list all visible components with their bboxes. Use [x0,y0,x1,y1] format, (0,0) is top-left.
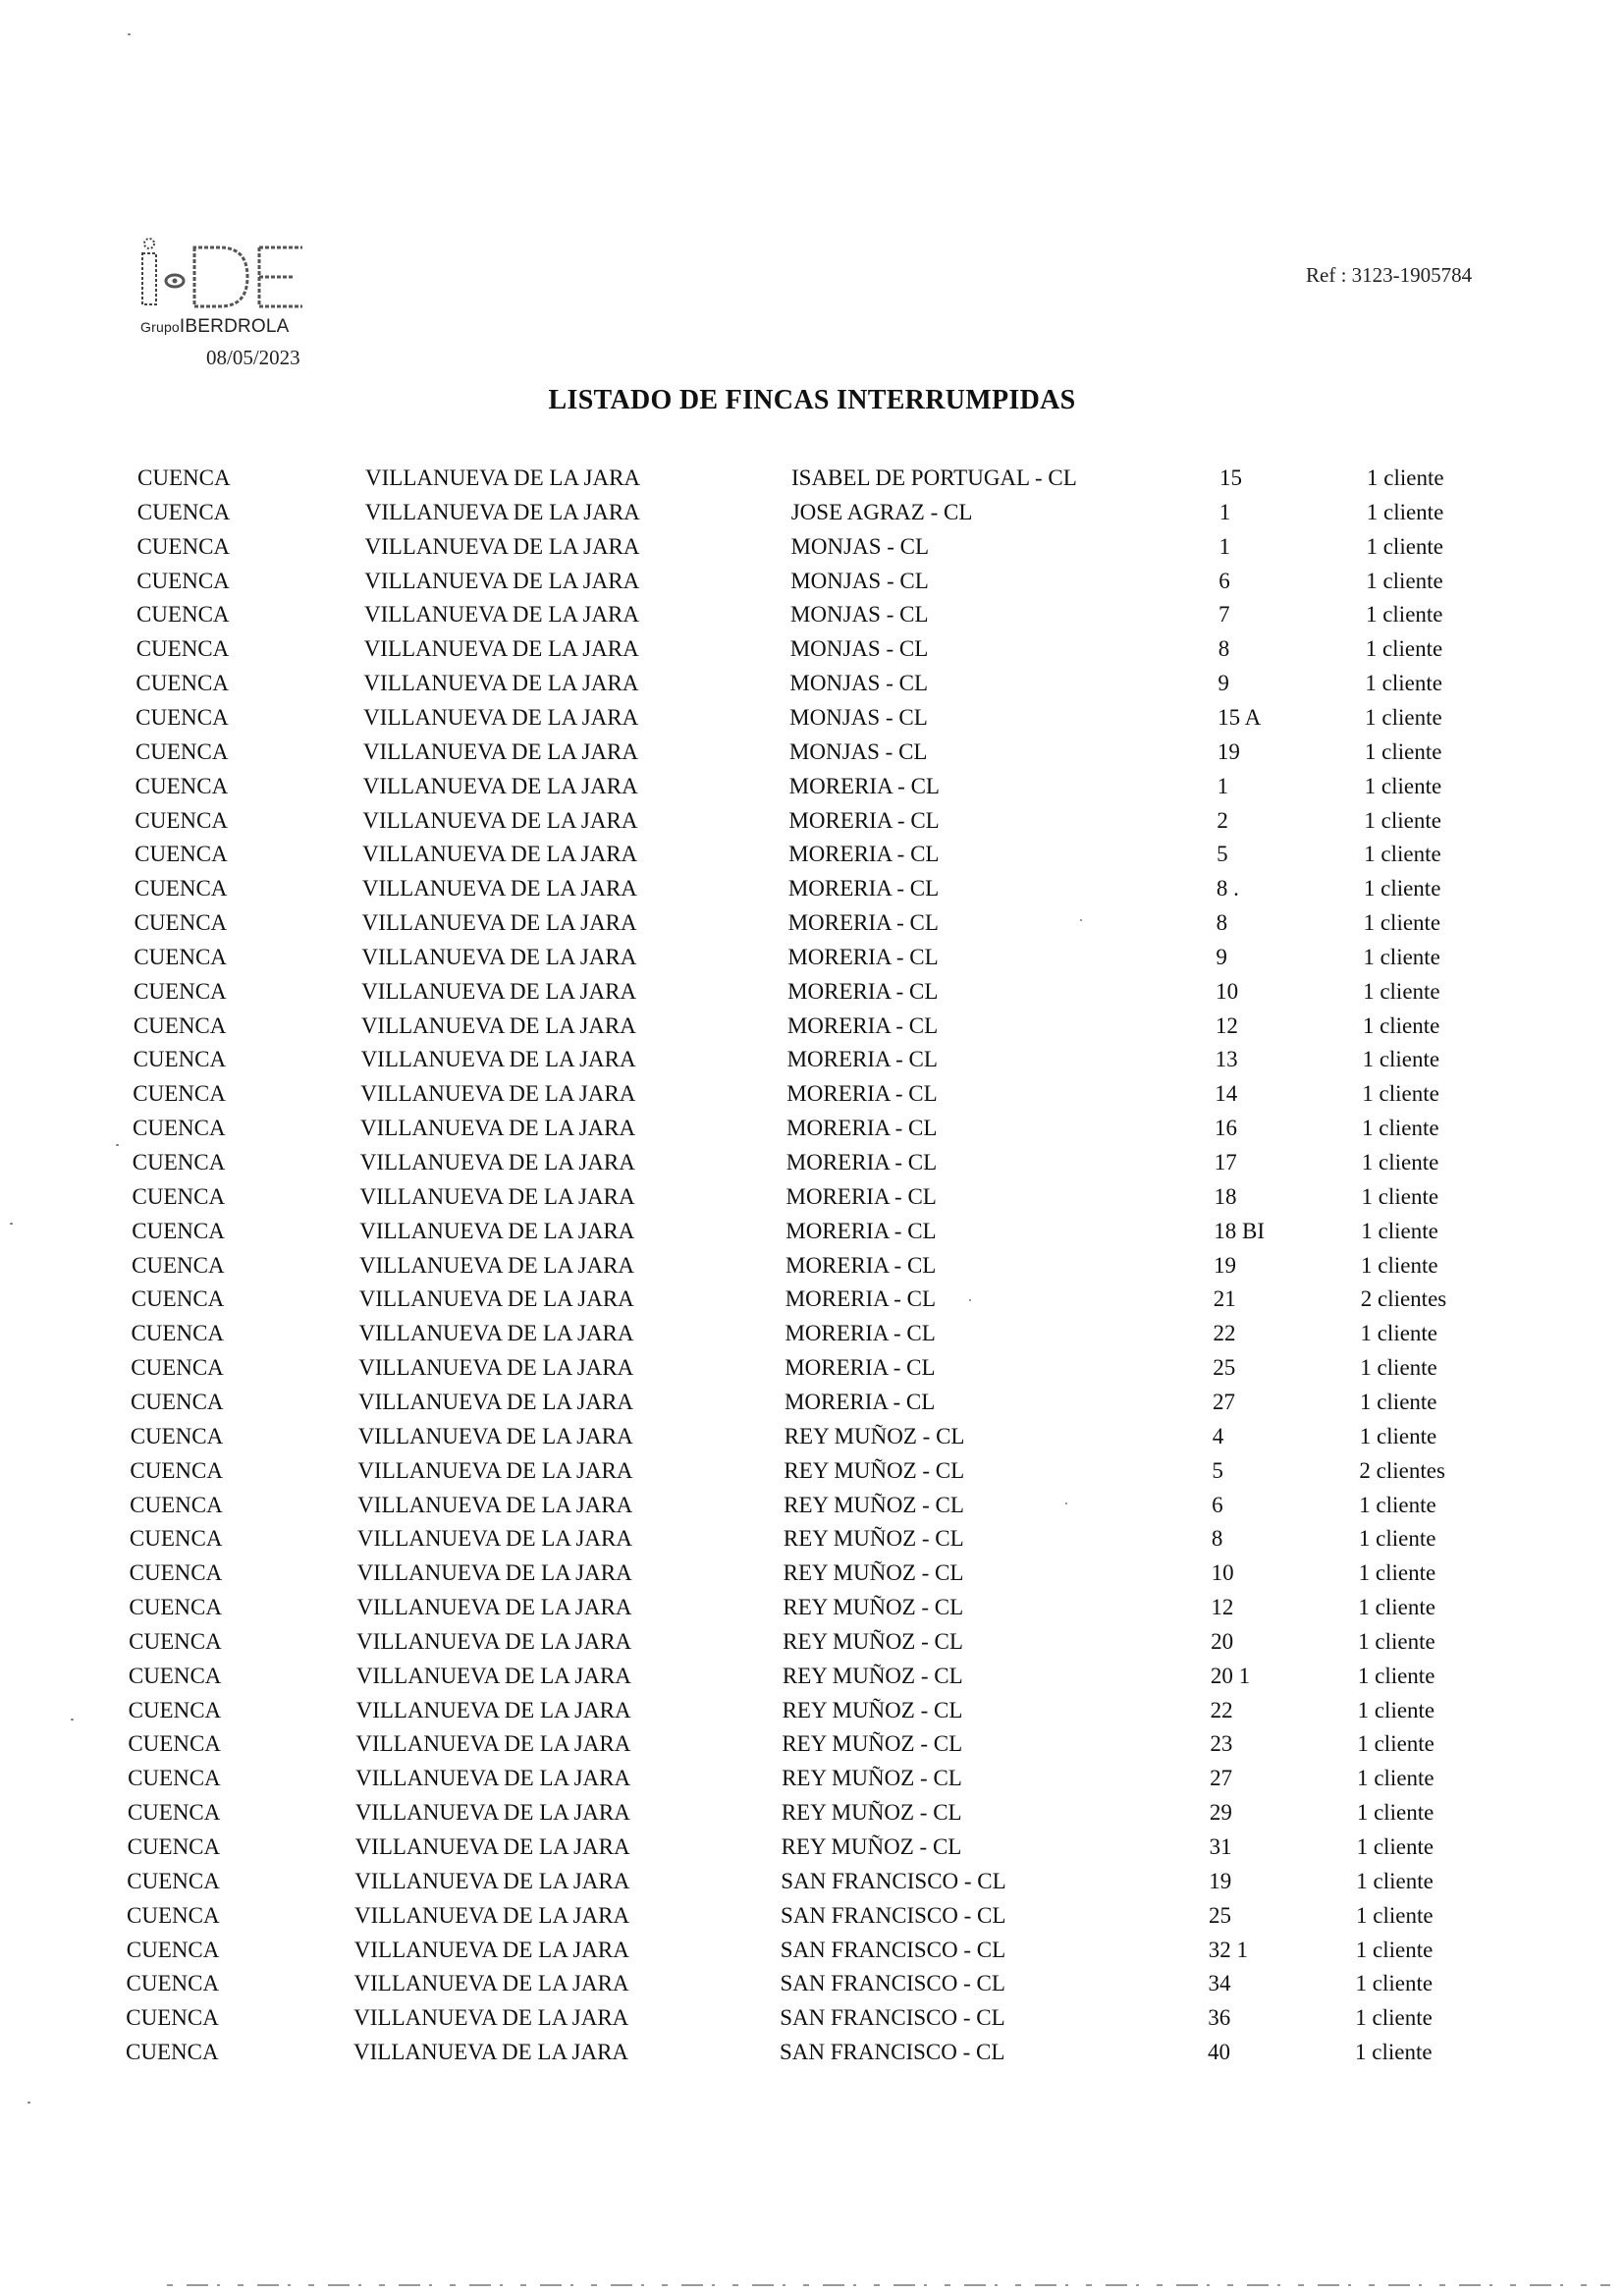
province-cell: CUENCA [135,842,228,867]
clients-cell: 1 cliente [1365,704,1442,730]
town-cell: VILLANUEVA DE LA JARA [359,1150,635,1175]
finca-row [137,462,1624,495]
number-cell: 1 [1217,773,1229,798]
street-cell: SAN FRANCISCO - CL [781,1868,1006,1893]
town-cell: VILLANUEVA DE LA JARA [353,1971,629,1996]
street-cell: MORERIA - CL [787,876,940,902]
street-cell: REY MUÑOZ - CL [781,1800,962,1826]
number-cell: 10 [1216,978,1239,1004]
street-cell: MORERIA - CL [785,1321,936,1346]
street-cell: MONJAS - CL [789,636,929,662]
street-cell: MORERIA - CL [787,978,939,1004]
province-cell: CUENCA [129,1628,222,1654]
province-cell: CUENCA [134,944,227,969]
finca-row [129,1660,1624,1693]
town-cell: VILLANUEVA DE LA JARA [365,465,641,490]
street-cell: REY MUÑOZ - CL [782,1766,962,1791]
town-cell: VILLANUEVA DE LA JARA [363,602,639,628]
street-cell: REY MUÑOZ - CL [783,1560,964,1586]
number-cell: 10 [1211,1560,1234,1586]
number-cell: 13 [1215,1047,1238,1072]
clients-cell: 1 cliente [1367,465,1444,490]
street-cell: SAN FRANCISCO - CL [781,1902,1006,1928]
number-cell: 2 [1217,807,1228,833]
clients-cell: 1 cliente [1355,1937,1434,1962]
town-cell: VILLANUEVA DE LA JARA [354,1868,630,1893]
province-cell: CUENCA [128,1697,222,1722]
province-cell: CUENCA [131,1286,225,1312]
finca-row [134,975,1624,1009]
province-cell: CUENCA [134,910,228,936]
number-cell: 40 [1208,2040,1230,2065]
clients-cell: 1 cliente [1360,1321,1438,1346]
number-cell: 25 [1213,1355,1236,1381]
street-cell: MORERIA - CL [788,807,940,833]
finca-row [137,496,1624,529]
finca-row [133,1112,1624,1145]
province-cell: CUENCA [130,1492,223,1517]
number-cell: 21 [1213,1286,1236,1312]
province-cell: CUENCA [132,1218,225,1243]
clients-cell: 1 cliente [1364,842,1441,867]
province-cell: CUENCA [130,1389,224,1414]
province-cell: CUENCA [127,1834,221,1859]
town-cell: VILLANUEVA DE LA JARA [364,499,640,524]
document-date: 08/05/2023 [206,346,300,369]
number-cell: 8 [1218,636,1230,662]
number-cell: 23 [1210,1731,1233,1757]
number-cell: 18 BI [1214,1218,1265,1243]
province-cell: CUENCA [135,773,229,798]
finca-row [127,1934,1624,1967]
finca-row [136,598,1624,631]
street-cell: MONJAS - CL [788,738,928,764]
street-cell: MORERIA - CL [788,773,940,798]
number-cell: 20 [1211,1628,1234,1654]
finca-row [127,1967,1624,2000]
clients-cell: 1 cliente [1361,1150,1439,1175]
finca-row [132,1249,1624,1283]
town-cell: VILLANUEVA DE LA JARA [355,1697,631,1722]
town-cell: VILLANUEVA DE LA JARA [360,1081,636,1107]
clients-cell: 1 cliente [1364,738,1442,764]
finca-row [128,1796,1624,1830]
number-cell: 19 [1209,1868,1232,1893]
number-cell: 6 [1218,568,1230,593]
clients-cell: 1 cliente [1360,1355,1437,1381]
province-cell: CUENCA [132,1150,226,1175]
province-cell: CUENCA [132,1183,226,1209]
town-cell: VILLANUEVA DE LA JARA [364,533,640,559]
clients-cell: 1 cliente [1366,499,1444,524]
province-cell: CUENCA [127,1800,221,1826]
number-cell: 8 [1216,910,1228,936]
town-cell: VILLANUEVA DE LA JARA [362,842,638,867]
province-cell: CUENCA [135,807,228,833]
street-cell: MORERIA - CL [787,910,939,936]
town-cell: VILLANUEVA DE LA JARA [364,568,640,593]
province-cell: CUENCA [129,1526,223,1552]
clients-cell: 1 cliente [1356,1868,1434,1893]
province-cell: CUENCA [126,2005,219,2031]
clients-cell: 1 cliente [1355,2005,1433,2031]
clients-cell: 1 cliente [1356,1834,1435,1859]
street-cell: REY MUÑOZ - CL [784,1423,965,1448]
clients-cell: 1 cliente [1362,1116,1439,1141]
street-cell: REY MUÑOZ - CL [782,1731,963,1757]
finca-row [135,770,1624,803]
i-de-logo-mark [137,238,334,316]
finca-row [134,1010,1624,1043]
street-cell: MORERIA - CL [785,1150,938,1175]
clients-cell: 2 clientes [1359,1457,1445,1483]
street-cell: MONJAS - CL [789,671,928,696]
province-cell: CUENCA [130,1457,223,1483]
number-cell: 19 [1214,1252,1236,1278]
province-cell: CUENCA [128,1766,221,1791]
town-cell: VILLANUEVA DE LA JARA [353,2040,629,2065]
province-cell: CUENCA [134,978,227,1004]
finca-row [134,1043,1624,1076]
number-cell: 31 [1209,1834,1232,1859]
street-cell: REY MUÑOZ - CL [784,1492,964,1517]
town-cell: VILLANUEVA DE LA JARA [356,1595,632,1620]
street-cell: MORERIA - CL [786,1012,939,1038]
clients-cell: 1 cliente [1362,1047,1440,1072]
town-cell: VILLANUEVA DE LA JARA [353,2005,629,2031]
clients-cell: 1 cliente [1361,1218,1438,1243]
province-cell: CUENCA [127,1868,220,1893]
street-cell: MORERIA - CL [787,944,939,969]
number-cell: 9 [1218,671,1229,696]
province-cell: CUENCA [132,1252,225,1278]
finca-row [132,1215,1624,1248]
town-cell: VILLANUEVA DE LA JARA [357,1492,633,1517]
street-cell: MORERIA - CL [786,1116,938,1141]
clients-cell: 1 cliente [1364,773,1442,798]
town-cell: VILLANUEVA DE LA JARA [357,1389,633,1414]
number-cell: 29 [1209,1800,1232,1826]
number-cell: 8 [1211,1526,1223,1552]
town-cell: VILLANUEVA DE LA JARA [355,1766,631,1791]
street-cell: MORERIA - CL [786,1081,938,1107]
finca-row [135,872,1624,905]
province-cell: CUENCA [133,1047,227,1072]
number-cell: 5 [1217,842,1228,867]
province-cell: CUENCA [126,1937,220,1962]
street-cell: MONJAS - CL [789,602,929,628]
province-cell: CUENCA [135,602,230,628]
town-cell: VILLANUEVA DE LA JARA [361,876,637,902]
finca-row [131,1420,1624,1453]
town-cell: VILLANUEVA DE LA JARA [358,1355,634,1381]
province-cell: CUENCA [129,1595,222,1620]
clients-cell: 1 cliente [1358,1628,1435,1654]
page-title: LISTADO DE FINCAS INTERRUMPIDAS [548,385,1076,415]
clients-cell: 1 cliente [1357,1766,1435,1791]
finca-row [133,1146,1624,1179]
province-cell: CUENCA [126,2040,219,2065]
street-cell: MORERIA - CL [785,1218,937,1243]
town-cell: VILLANUEVA DE LA JARA [357,1457,633,1483]
street-cell: REY MUÑOZ - CL [783,1526,964,1552]
number-cell: 4 [1212,1423,1224,1448]
street-cell: SAN FRANCISCO - CL [780,1937,1006,1962]
finca-row [129,1591,1624,1624]
reference-number: Ref : 3123-1905784 [1306,263,1473,287]
clients-cell: 1 cliente [1356,1902,1434,1928]
clients-cell: 1 cliente [1363,944,1440,969]
finca-row [127,1899,1624,1933]
number-cell: 1 [1218,533,1230,559]
street-cell: JOSE AGRAZ - CL [790,499,973,524]
province-cell: CUENCA [133,1012,227,1038]
street-cell: MONJAS - CL [790,568,929,593]
finca-row [136,565,1624,598]
province-cell: CUENCA [136,533,231,559]
number-cell: 9 [1216,944,1227,969]
town-cell: VILLANUEVA DE LA JARA [359,1218,635,1243]
street-cell: REY MUÑOZ - CL [782,1663,963,1688]
province-cell: CUENCA [133,1081,226,1107]
town-cell: VILLANUEVA DE LA JARA [359,1183,635,1209]
finca-row [135,906,1624,940]
province-cell: CUENCA [133,1116,226,1141]
town-cell: VILLANUEVA DE LA JARA [358,1286,634,1312]
clients-cell: 1 cliente [1364,807,1441,833]
town-cell: VILLANUEVA DE LA JARA [356,1526,632,1552]
number-cell: 17 [1214,1150,1237,1175]
town-cell: VILLANUEVA DE LA JARA [360,1116,636,1141]
finca-row [135,736,1624,769]
town-cell: VILLANUEVA DE LA JARA [361,910,637,936]
number-cell: 27 [1210,1766,1233,1791]
town-cell: VILLANUEVA DE LA JARA [358,1321,634,1346]
clients-cell: 1 cliente [1358,1560,1436,1586]
scan-edge-noise [0,2280,1624,2290]
clients-cell: 1 cliente [1361,1252,1438,1278]
street-cell: MORERIA - CL [786,1047,938,1072]
town-cell: VILLANUEVA DE LA JARA [353,1937,629,1962]
clients-cell: 1 cliente [1366,533,1444,559]
number-cell: 1 [1218,499,1231,524]
street-cell: SAN FRANCISCO - CL [780,2005,1005,2031]
number-cell: 16 [1215,1116,1238,1141]
number-cell: 22 [1210,1697,1233,1722]
street-cell: REY MUÑOZ - CL [782,1697,963,1722]
number-cell: 5 [1212,1457,1223,1483]
province-cell: CUENCA [135,704,229,730]
number-cell: 27 [1212,1389,1235,1414]
number-cell: 25 [1209,1902,1232,1928]
town-cell: VILLANUEVA DE LA JARA [360,1047,636,1072]
number-cell: 12 [1211,1595,1234,1620]
street-cell: MORERIA - CL [788,842,940,867]
finca-row [129,1625,1624,1659]
street-cell: MORERIA - CL [785,1252,937,1278]
street-cell: MORERIA - CL [785,1286,937,1312]
town-cell: VILLANUEVA DE LA JARA [360,1012,636,1038]
province-cell: CUENCA [131,1355,224,1381]
town-cell: VILLANUEVA DE LA JARA [362,807,638,833]
province-cell: CUENCA [128,1731,221,1757]
number-cell: 12 [1215,1012,1238,1038]
finca-row [128,1831,1624,1864]
finca-row [131,1317,1624,1350]
number-cell: 32 1 [1208,1937,1249,1962]
street-cell: MONJAS - CL [790,533,930,559]
finca-row [134,941,1624,974]
clients-cell: 1 cliente [1359,1492,1436,1517]
street-cell: MORERIA - CL [785,1355,936,1381]
province-cell: CUENCA [129,1560,223,1586]
finca-row [130,1522,1624,1556]
finca-row [133,1077,1624,1111]
town-cell: VILLANUEVA DE LA JARA [356,1628,632,1654]
town-cell: VILLANUEVA DE LA JARA [354,1902,630,1928]
clients-cell: 1 cliente [1365,602,1443,628]
number-cell: 36 [1208,2005,1231,2031]
finca-row [130,1557,1624,1590]
finca-row [135,838,1624,871]
clients-cell: 1 cliente [1359,1389,1437,1414]
province-cell: CUENCA [126,1971,220,1996]
finca-row [127,1865,1624,1898]
province-cell: CUENCA [128,1663,222,1688]
town-cell: VILLANUEVA DE LA JARA [363,704,639,730]
street-cell: REY MUÑOZ - CL [783,1595,964,1620]
number-cell: 15 [1219,465,1242,490]
province-cell: CUENCA [136,499,231,524]
group-name: IBERDROLA [179,316,290,337]
clients-cell: 1 cliente [1363,910,1441,936]
clients-cell: 1 cliente [1363,978,1440,1004]
group-prefix: Grupo [140,319,180,335]
province-cell: CUENCA [131,1321,225,1346]
clients-cell: 1 cliente [1365,671,1442,696]
clients-cell: 1 cliente [1356,1800,1435,1826]
town-cell: VILLANUEVA DE LA JARA [355,1663,631,1688]
clients-cell: 1 cliente [1362,1012,1440,1038]
street-cell: MORERIA - CL [785,1183,937,1209]
number-cell: 18 [1214,1183,1237,1209]
finca-row [135,701,1624,735]
finca-row [130,1454,1624,1488]
street-cell: REY MUÑOZ - CL [781,1834,962,1859]
clients-cell: 1 cliente [1357,1697,1435,1722]
town-cell: VILLANUEVA DE LA JARA [355,1731,631,1757]
number-cell: 22 [1213,1321,1236,1346]
province-cell: CUENCA [136,568,230,593]
finca-row [131,1386,1624,1419]
finca-row [130,1489,1624,1522]
finca-row [133,1180,1624,1214]
number-cell: 6 [1212,1492,1223,1517]
town-cell: VILLANUEVA DE LA JARA [361,944,637,969]
finca-row [135,804,1624,838]
finca-row [126,2036,1624,2069]
finca-row [129,1694,1624,1727]
clients-cell: 1 cliente [1358,1595,1435,1620]
town-cell: VILLANUEVA DE LA JARA [362,738,638,764]
province-cell: CUENCA [135,636,230,662]
town-cell: VILLANUEVA DE LA JARA [354,1800,630,1826]
street-cell: MORERIA - CL [784,1389,936,1414]
clients-cell: 1 cliente [1357,1663,1435,1688]
town-cell: VILLANUEVA DE LA JARA [363,636,639,662]
province-cell: CUENCA [130,1423,224,1448]
finca-row [131,1351,1624,1385]
street-cell: REY MUÑOZ - CL [784,1457,965,1483]
town-cell: VILLANUEVA DE LA JARA [356,1560,632,1586]
number-cell: 15 A [1218,704,1262,730]
province-cell: CUENCA [137,465,231,490]
number-cell: 20 1 [1210,1663,1251,1688]
province-cell: CUENCA [127,1902,220,1928]
clients-cell: 1 cliente [1358,1526,1436,1552]
finca-row [128,1727,1624,1761]
province-cell: CUENCA [135,671,229,696]
street-cell: ISABEL DE PORTUGAL - CL [791,465,1077,490]
province-cell: CUENCA [135,738,229,764]
street-cell: SAN FRANCISCO - CL [780,2040,1005,2065]
street-cell: MONJAS - CL [789,704,928,730]
clients-cell: 1 cliente [1355,2040,1433,2065]
town-cell: VILLANUEVA DE LA JARA [361,978,637,1004]
town-cell: VILLANUEVA DE LA JARA [362,773,638,798]
finca-row [132,1283,1624,1316]
street-cell: SAN FRANCISCO - CL [780,1971,1005,1996]
finca-row [126,2001,1624,2035]
number-cell: 8 . [1216,876,1239,902]
clients-cell: 1 cliente [1362,1081,1439,1107]
clients-cell: 1 cliente [1363,876,1441,902]
clients-cell: 2 clientes [1360,1286,1447,1312]
province-cell: CUENCA [134,876,228,902]
town-cell: VILLANUEVA DE LA JARA [354,1834,630,1859]
town-cell: VILLANUEVA DE LA JARA [359,1252,635,1278]
number-cell: 34 [1208,1971,1231,1996]
street-cell: REY MUÑOZ - CL [783,1628,963,1654]
clients-cell: 1 cliente [1357,1731,1435,1757]
clients-cell: 1 cliente [1355,1971,1434,1996]
group-label [140,316,290,338]
finca-row [136,530,1624,564]
clients-cell: 1 cliente [1366,568,1443,593]
clients-cell: 1 cliente [1359,1423,1437,1448]
number-cell: 19 [1217,738,1240,764]
finca-row [136,632,1624,666]
finca-row [135,667,1624,700]
number-cell: 14 [1215,1081,1238,1107]
clients-cell: 1 cliente [1365,636,1443,662]
town-cell: VILLANUEVA DE LA JARA [357,1423,633,1448]
number-cell: 7 [1218,602,1230,628]
town-cell: VILLANUEVA DE LA JARA [363,671,639,696]
clients-cell: 1 cliente [1361,1183,1439,1209]
finca-row [128,1762,1624,1795]
